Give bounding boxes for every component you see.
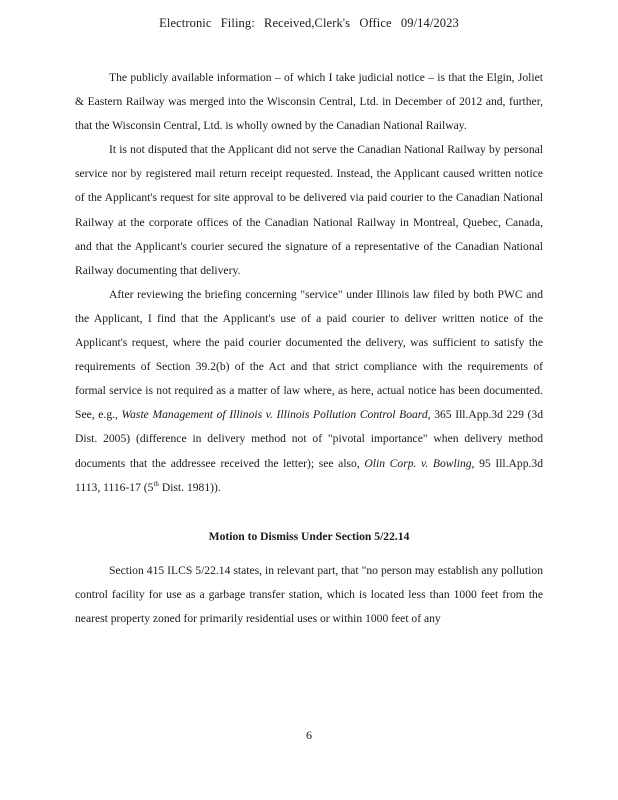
- case-citation-waste-management: Waste Management of Illinois v. Illinois Pollution Control Board,: [121, 408, 431, 422]
- findings-text-2: 365 Ill.App.3d 229 (3d Dist. 2005) (difference in delivery method not of "pivotal importance" when delivery method documents that the addressee received the letter); see also,: [75, 408, 543, 470]
- page-number: 6: [306, 728, 312, 742]
- findings-text-4: Dist. 1981)).: [158, 480, 221, 494]
- paragraph-findings: [75, 283, 543, 500]
- findings-text-3: 95 Ill.App.3d 1113, 1116-17 (5: [75, 456, 543, 494]
- electronic-filing-header: Electronic Filing: Received,Clerk's Office 09/14/2023: [159, 16, 459, 30]
- document-body: [75, 66, 543, 631]
- paragraph-judicial-notice: The publicly available information – of which I take judicial notice – is that the Elgin, Joliet & Eastern Railway was merged into the Wisconsin Central, Ltd. in December of 2012 and, further, that the Wisconsin Central, Ltd. is wholly owned by the Canadian National Railway.: [75, 71, 543, 133]
- paragraph-section-22-14: Section 415 ILCS 5/22.14 states, in relevant part, that "no person may establish any pollution control facility for use as a garbage transfer station, which is located less than 1000 feet from the nearest property zoned for primarily residential uses or within 1000 feet of any: [75, 563, 543, 625]
- ordinal-superscript: th: [153, 479, 159, 488]
- section-heading: Motion to Dismiss Under Section 5/22.14: [208, 529, 410, 543]
- findings-text-1: After reviewing the briefing concerning "service" under Illinois law filed by both PWC and the Applicant, I find that the Applicant's use of a paid courier to deliver written notice of the Applicant's request, where the paid courier documented the delivery, was sufficient to satisfy the requirements of Section 39.2(b) of the Act and that strict compliance with the requirements of formal service is not required as a matter of law where, as here, actual notice has been documented. See, e.g.,: [75, 287, 543, 422]
- paragraph-service-dispute: It is not disputed that the Applicant did not serve the Canadian National Railway by personal service nor by registered mail return receipt requested. Instead, the Applicant caused written notice of the Applicant's request for site approval to be delivered via paid courier to the Canadian National Railway at the corporate offices of the Canadian National Railway in Montreal, Quebec, Canada, and that the Applicant's courier secured the signature of a representative of the Canadian National Railway documenting that delivery.: [75, 143, 543, 277]
- case-citation-olin: Olin Corp. v. Bowling,: [364, 456, 475, 470]
